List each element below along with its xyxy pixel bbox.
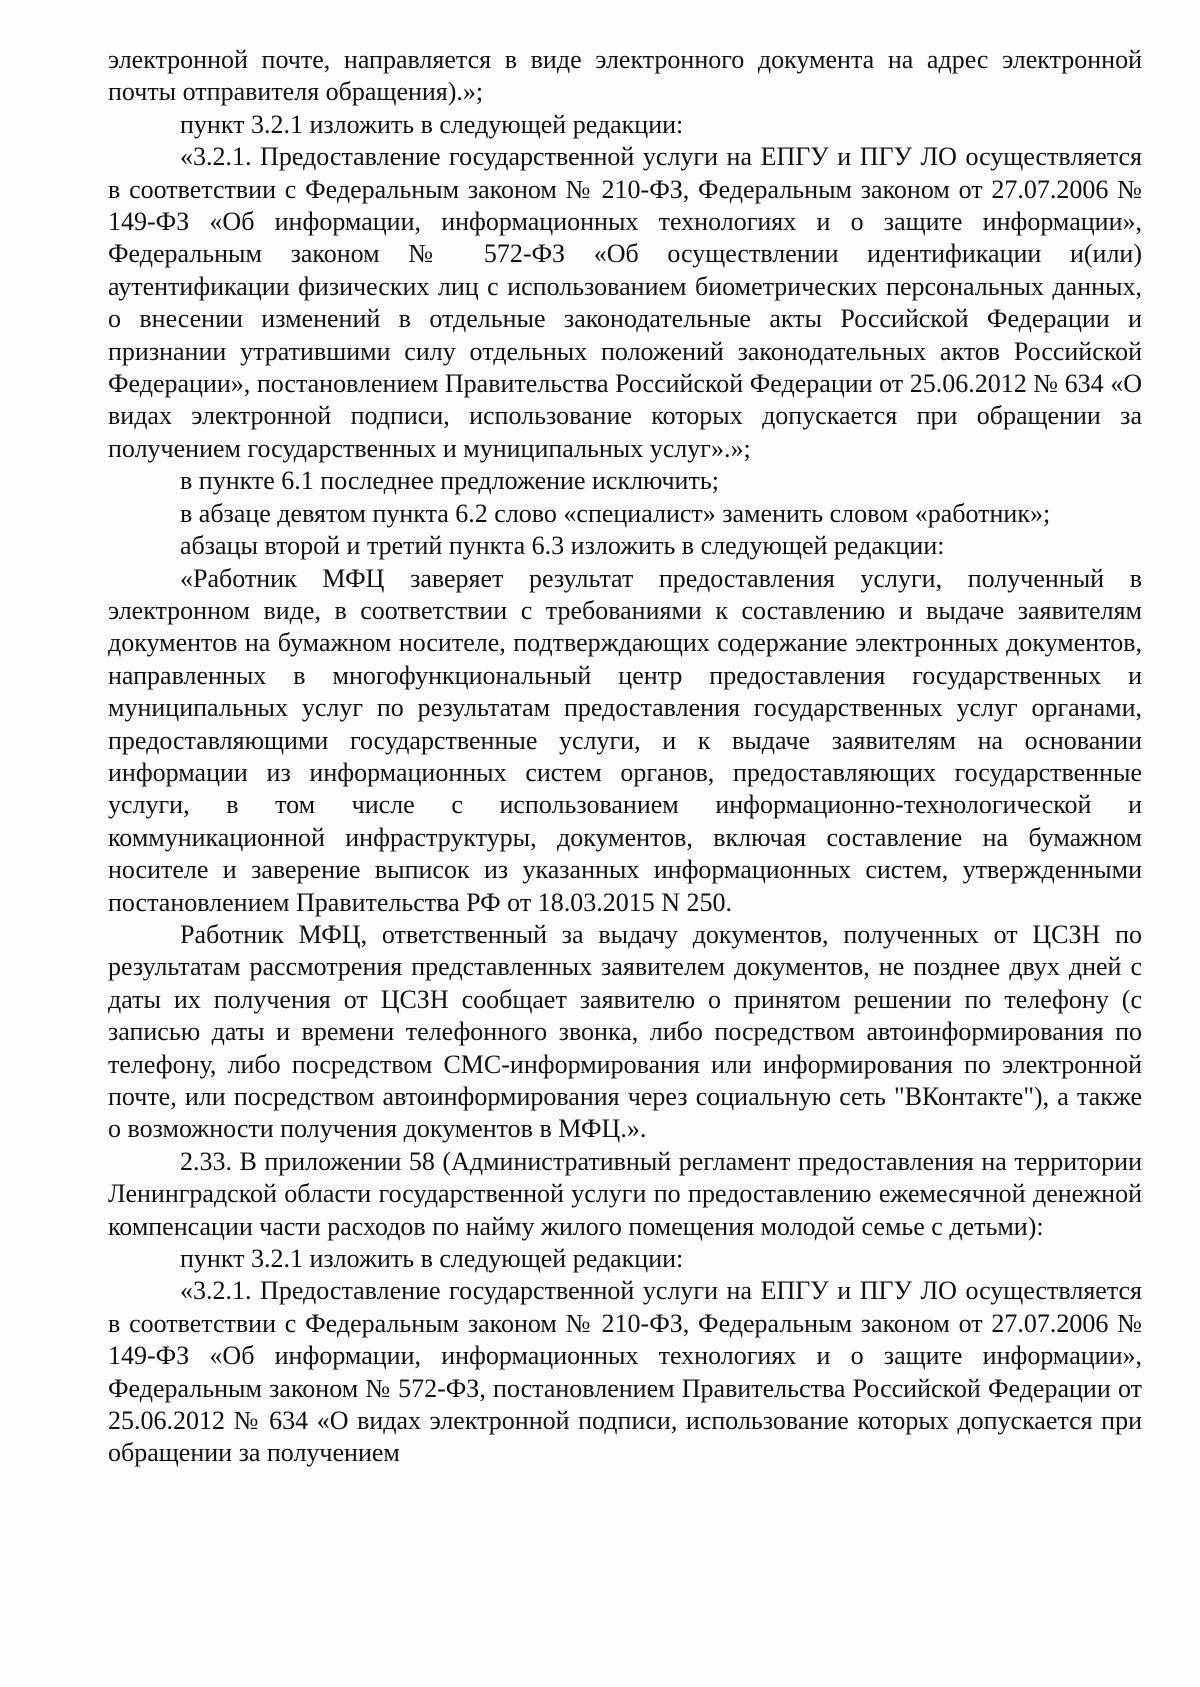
paragraph-instruction-6-2: в абзаце девятом пункта 6.2 слово «специалист» заменить словом «работник»;: [180, 498, 1051, 528]
paragraph-mfc-notification: Работник МФЦ, ответственный за выдачу документов, полученных от ЦСЗН по результатам рассмотрения представленных заявителем документов, не позднее двух дней с даты их получения от ЦСЗН сообщает заявителю о принятом решении по телефону (с записью даты и времени телефонного звонка, либо посредством автоинформирования по телефону, либо посредством СМС-информирования или информирования по электронной почте, или посредством автоинформирования через социальную сеть "ВКонтакте"), а также о возможности получения документов в МФЦ.».: [108, 919, 1142, 1144]
paragraph-instruction-6-1: в пункте 6.1 последнее предложение исключить;: [180, 466, 719, 496]
paragraph-instruction-6-3: абзацы второй и третий пункта 6.3 изложить в следующей редакции:: [180, 531, 945, 561]
document-body: [108, 44, 1142, 1470]
paragraph-continuation: электронной почте, направляется в виде электронного документа на адрес электронной почты отправителя обращения).»;: [108, 45, 1142, 107]
paragraph-clause-3-2-1: «3.2.1. Предоставление государственной услуги на ЕПГУ и ПГУ ЛО осуществляется в соответствии с Федеральным законом № 210-ФЗ, Федеральным законом от 27.07.2006 № 149-ФЗ «Об информации, информационных технологиях и о защите информации», Федеральным законом № 572-ФЗ «Об осуществлении идентификации и(или) аутентификации физических лиц с использованием биометрических персональных данных, о внесении изменений в отдельные законодательные акты Российской Федерации и признании утратившими силу отдельных положений законодательных актов Российской Федерации», постановлением Правительства Российской Федерации от 25.06.2012 № 634 «О видах электронной подписи, использование которых допускается при обращении за получением государственных и муниципальных услуг».»;: [108, 142, 1142, 463]
paragraph-item-2-33: 2.33. В приложении 58 (Административный регламент предоставления на территории Ленинградской области государственной услуги по предоставлению ежемесячной денежной компенсации части расходов по найму жилого помещения молодой семье с детьми):: [108, 1146, 1142, 1241]
paragraph-clause-3-2-1-second: «3.2.1. Предоставление государственной услуги на ЕПГУ и ПГУ ЛО осуществляется в соответствии с Федеральным законом № 210-ФЗ, Федеральным законом от 27.07.2006 № 149-ФЗ «Об информации, информационных технологиях и о защите информации», Федеральным законом № 572-ФЗ, постановлением Правительства Российской Федерации от 25.06.2012 № 634 «О видах электронной подписи, использование которых допускается при обращении за получением: [108, 1276, 1142, 1468]
paragraph-mfc-certification: «Работник МФЦ заверяет результат предоставления услуги, полученный в электронном виде, в соответствии с требованиями к составлению и выдаче заявителям документов на бумажном носителе, подтверждающих содержание электронных документов, направленных в многофункциональный центр предоставления государственных и муниципальных услуг по результатам предоставления государственных услуг органами, предоставляющими государственные услуги, и к выдаче заявителям на основании информации из информационных систем органов, предоставляющих государственные услуги, в том числе с использованием информационно-технологической и коммуникационной инфраструктуры, документов, включая составление на бумажном носителе и заверение выписок из указанных информационных систем, утвержденными постановлением Правительства РФ от 18.03.2015 N 250.: [108, 563, 1142, 917]
paragraph-instruction-3-2-1-second: пункт 3.2.1 изложить в следующей редакции:: [180, 1244, 684, 1274]
paragraph-instruction-3-2-1: пункт 3.2.1 изложить в следующей редакции:: [180, 109, 684, 139]
